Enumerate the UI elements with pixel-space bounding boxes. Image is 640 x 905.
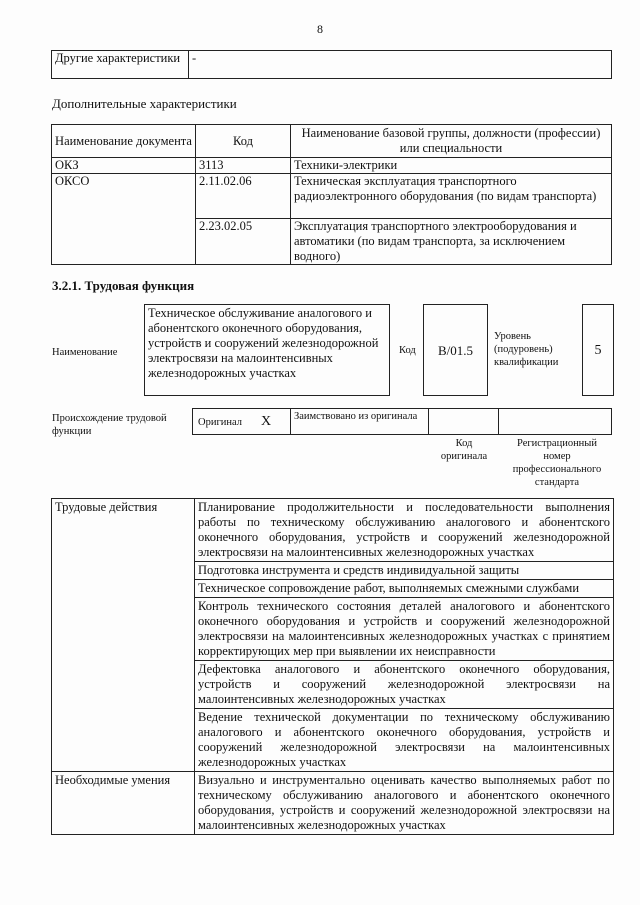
other-characteristics-value: - — [189, 51, 612, 79]
row-doc: ОКЗ — [52, 158, 196, 174]
function-name-value: Техническое обслуживание аналогового и абонентского оконечного оборудования, устройств и сооружений железнодорожной электросвязи на малоинтенсивных железнодорожных участках — [144, 304, 390, 396]
labor-actions-label: Трудовые действия — [52, 499, 195, 772]
row-name: Эксплуатация транспортного электрооборудования и автоматики (по видам транспорта, за исключением водного) — [291, 219, 612, 265]
divider — [290, 408, 291, 435]
qualification-level-label: Уровень (подуровень) квалификации — [494, 331, 559, 368]
other-characteristics-label: Другие характеристики — [52, 51, 189, 79]
code-label: Код — [399, 345, 416, 356]
additional-characteristics-table — [51, 124, 612, 265]
labor-function-heading: 3.2.1. Трудовая функция — [52, 278, 195, 293]
original-label: Оригинал — [198, 417, 242, 428]
list-item: Ведение технической документации по техническому обслуживанию аналогового и абонентского оконечного оборудования, устройств и сооружений железнодорожной электросвязи на малоинтенсивных железнодорожных участках — [195, 709, 614, 772]
list-item: Контроль технического состояния деталей аналогового и абонентского оконечного оборудования и устройств и сооружений железнодорожной электросвязи на малоинтенсивных железнодорожных участках с принятием корректирующих мер при выявлении их неисправности — [195, 598, 614, 661]
row-code: 2.23.02.05 — [196, 219, 291, 265]
page-number: 8 — [317, 22, 323, 36]
origin-code-caption: Код оригинала — [440, 438, 488, 462]
list-item: Техническое сопровождение работ, выполняемых смежными службами — [195, 580, 614, 598]
row-code: 2.11.02.06 — [196, 174, 291, 219]
row-doc: ОКСО — [52, 174, 196, 265]
header-code: Код — [196, 125, 291, 158]
divider — [428, 408, 429, 435]
additional-characteristics-title: Дополнительные характеристики — [52, 96, 237, 111]
header-document-name: Наименование документа — [52, 125, 196, 158]
original-mark: X — [261, 414, 272, 429]
labor-actions-table — [51, 498, 614, 835]
borrowed-label: Заимствовано из оригинала — [294, 411, 418, 422]
divider — [498, 408, 499, 435]
table-row — [52, 158, 612, 174]
origin-label: Происхождение трудовой функции — [52, 413, 167, 437]
name-label: Наименование — [52, 347, 118, 358]
registration-number-caption: Регистрационный номер профессионального стандарта — [512, 438, 602, 488]
list-item: Подготовка инструмента и средств индивидуальной защиты — [195, 562, 614, 580]
function-code-value: B/01.5 — [423, 304, 488, 396]
skills-label: Необходимые умения — [52, 772, 195, 835]
header-base-group: Наименование базовой группы, должности (профессии) или специальности — [291, 125, 612, 158]
list-item: Дефектовка аналогового и абонентского оконечного оборудования, устройств и сооружений железнодорожной электросвязи на малоинтенсивных железнодорожных участках — [195, 661, 614, 709]
row-name: Техническая эксплуатация транспортного радиоэлектронного оборудования (по видам транспорта) — [291, 174, 612, 219]
row-name: Техники-электрики — [291, 158, 612, 174]
list-item: Планирование продолжительности и последовательности выполнения работы по техническому обслуживанию аналогового и абонентского оконечного оборудования, устройств и сооружений железнодорожной электросвязи на малоинтенсивных железнодорожных участках — [195, 499, 614, 562]
qualification-level-value: 5 — [582, 304, 614, 396]
row-code: 3113 — [196, 158, 291, 174]
list-item: Визуально и инструментально оценивать качество выполняемых работ по техническому обслуживанию аналогового и абонентского оконечного оборудования, устройств и сооружений железнодорожной электросвязи на малоинтенсивных железнодорожных участках — [195, 772, 614, 835]
table-row — [52, 174, 612, 219]
other-characteristics-table — [51, 50, 612, 79]
